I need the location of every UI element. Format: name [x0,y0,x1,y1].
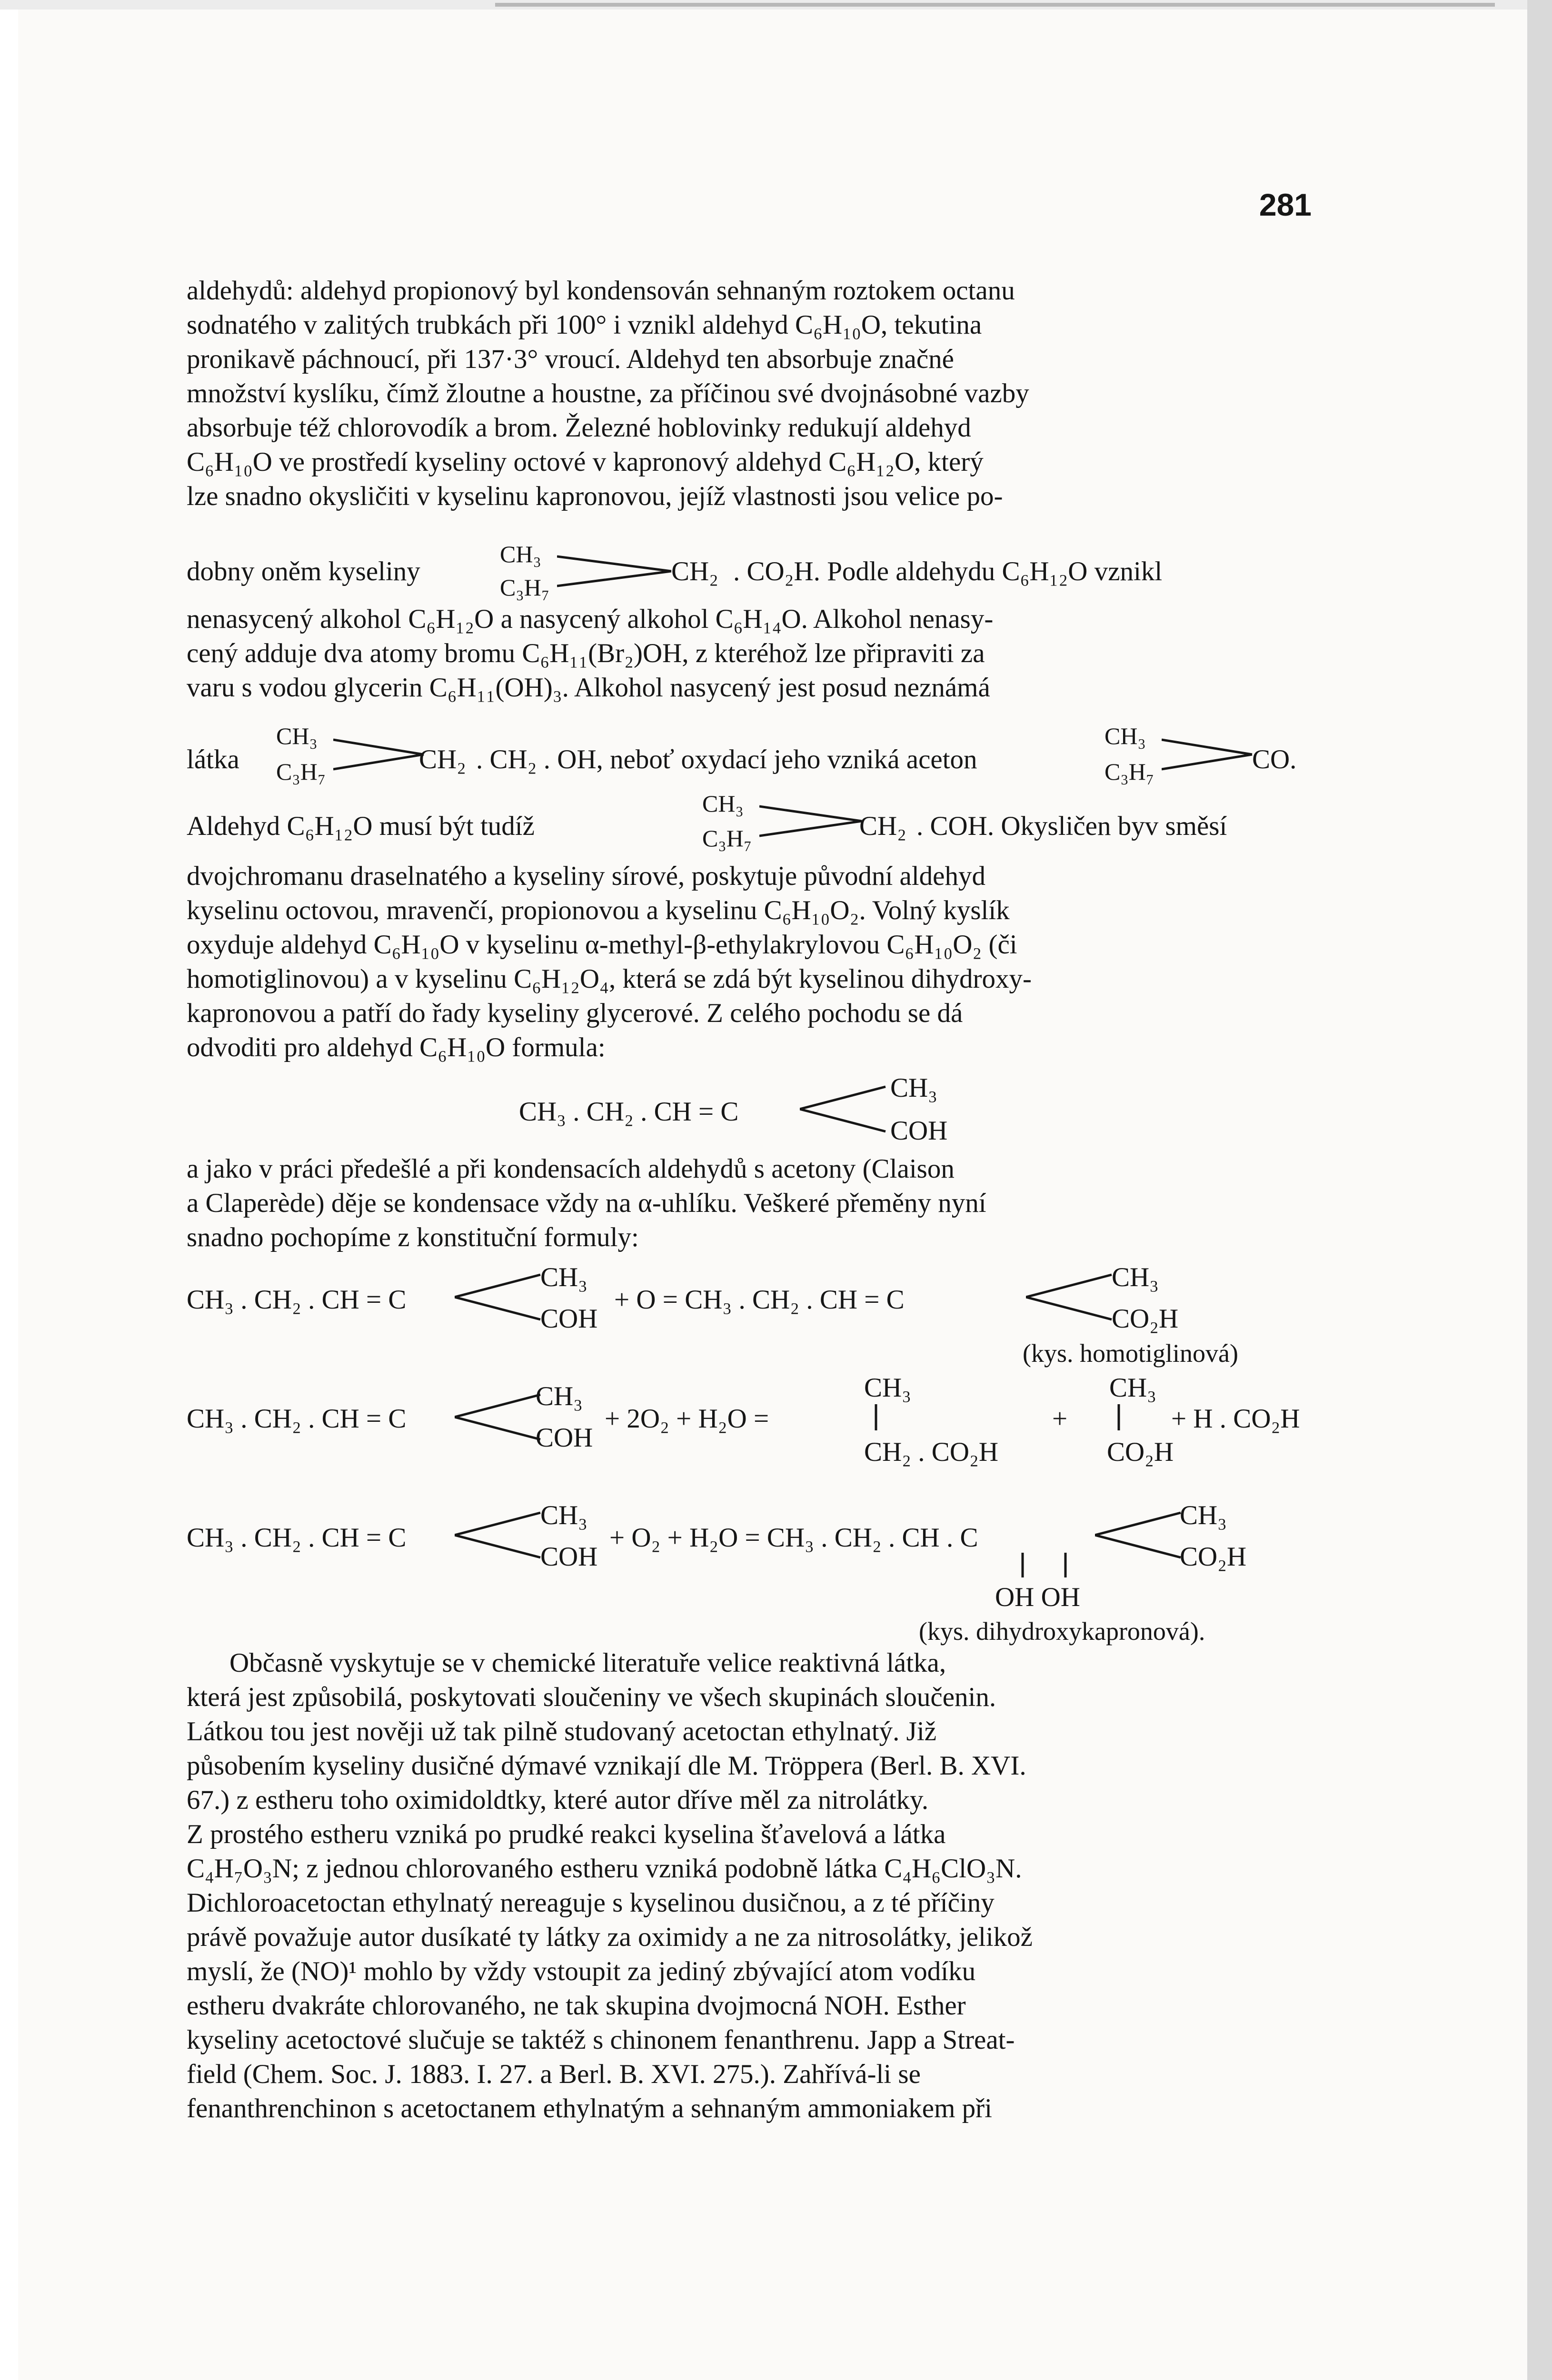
line: lze snadno okysličiti v kyselinu kapronovou, jejíž vlastnosti jsou velice po- [187,481,1003,511]
scan-shadow [495,3,1495,7]
line: sodnatého v zalitých trubkách při 100° i vznikl aldehyd C₆H₁₀O, tekutina [187,310,982,340]
eq3-left-bottom: COH [540,1542,598,1572]
line: homotiglinovou) a v kyselinu C₆H₁₂O₄, která se zdá být kyselinou dihydroxy- [187,964,1032,994]
main-formula: CH₃ . CH₂ . CH = C [519,1097,739,1127]
eq2-product2-bottom: CO₂H [1107,1437,1174,1467]
page-number: 281 [1259,187,1312,222]
line: absorbuje též chlorovodík a brom. Železné hoblovinky redukují aldehyd [187,413,971,443]
eq1-left: CH₃ . CH₂ . CH = C [187,1285,407,1315]
branch-bottom: C₃H₇ [276,758,326,785]
eq3-left-top: CH₃ [540,1500,588,1530]
branch-bottom: C₃H₇ [500,574,550,601]
branch-bond-lines [333,733,428,776]
eq1-right-bottom: CO₂H [1112,1304,1179,1334]
scan-top-edge [0,0,1552,10]
line: dvojchromanu draselnatého a kyseliny sírové, poskytuje původní aldehyd [187,861,985,891]
eq2-product2-top: CH₃ [1109,1373,1157,1403]
line-b-right: . CO₂H. Podle aldehydu C₆H₁₂O vznikl [733,556,1163,586]
text-block-c [187,602,1301,705]
eq2-plus: + [1052,1404,1068,1434]
line-d-mid: . CH₂ . OH, neboť oxydací jeho vzniká aceton [476,744,977,774]
line: Dichloroacetoctan ethylnatý nereaguje s kyselinou dusičnou, a z té příčiny [187,1888,995,1918]
line: cený adduje dva atomy bromu C₆H₁₁(Br₂)OH, z kteréhož lze připraviti za [187,638,985,668]
formula-bond-lines [800,1078,895,1140]
eq2-product1-top: CH₃ [864,1373,912,1403]
eq3-mid: + O₂ + H₂O = CH₃ . CH₂ . CH . C [609,1523,978,1553]
eq1-left-bottom: COH [540,1304,598,1334]
line: působením kyseliny dusičné dýmavé vznikají dle M. Tröppera (Berl. B. XVI. [187,1751,1026,1781]
formula-top: CH₃ [890,1073,938,1103]
text-block-a [187,274,1301,514]
text-block-g [187,1152,1301,1255]
eq3-note: (kys. dihydroxykapronová). [919,1617,1205,1646]
line: C₄H₇O₃N; z jednou chlorovaného estheru vzniká podobně látka C₄H₆ClO₃N. [187,1854,1022,1884]
line-d-right: CO. [1252,744,1297,774]
line: estheru dvakráte chlorovaného, ne tak skupina dvojmocná NOH. Esther [187,1991,966,2021]
line: pronikavě páchnoucí, při 137·3° vroucí. Aldehyd ten absorbuje značné [187,344,954,374]
eq3-hydroxyls: OH OH [995,1582,1080,1612]
line: kapronovou a patří do řady kyseliny glycerové. Z celého pochodu se dá [187,998,963,1028]
line: oxyduje aldehyd C₆H₁₀O v kyselinu α-methyl-β-ethylakrylovou C₆H₁₀O₂ (či [187,930,1017,960]
line: field (Chem. Soc. J. 1883. I. 27. a Berl. B. XVI. 275.). Zahřívá-li se [187,2059,921,2089]
scan-right-edge [1527,0,1552,2380]
line: nenasycený alkohol C₆H₁₂O a nasycený alkohol C₆H₁₄O. Alkohol nenasy- [187,604,994,634]
text-block-f [187,859,1301,1065]
line: která jest způsobilá, poskytovati sloučeniny ve všech skupinách sloučenin. [187,1682,996,1712]
line: aldehydů: aldehyd propionový byl kondensován sehnaným roztokem octanu [187,276,1015,306]
line: C₆H₁₀O ve prostředí kyseliny octové v kapronový aldehyd C₆H₁₂O, který [187,447,984,477]
branch-bottom: C₃H₇ [1104,758,1154,785]
line-b-left: dobny oněm kyseliny [187,556,420,586]
eq3-right-bottom: CO₂H [1180,1542,1247,1572]
eq2-left: CH₃ . CH₂ . CH = C [187,1404,407,1434]
line: Látkou tou jest nověji už tak pilně studovaný acetoctan ethylnatý. Již [187,1716,936,1746]
branch-tail: CH₂ [859,811,907,841]
line-d-left: látka [187,744,239,774]
vertical-bond [1114,1404,1124,1433]
line: snadno pochopíme z konstituční formuly: [187,1222,639,1252]
eq2-tail: + H . CO₂H [1171,1404,1300,1434]
line: varu s vodou glycerin C₆H₁₁(OH)₃. Alkohol nasycený jest posud neznámá [187,673,990,703]
eq1-mid: + O = CH₃ . CH₂ . CH = C [614,1285,905,1315]
branch-tail: CH₂ [671,556,719,586]
line: právě považuje autor dusíkaté ty látky za oximidy a ne za nitrosolátky, jelikož [187,1922,1033,1952]
line-e-right: . COH. Okysličen byv směsí [916,811,1227,841]
eq3-bond-lines [455,1504,550,1566]
line: a jako v práci předešlé a při kondensacích aldehydů s acetony (Claison [187,1154,955,1184]
eq1-bond-lines [455,1266,550,1328]
vertical-bonds [1014,1553,1076,1581]
branch-bond-lines [557,550,676,593]
line: 67.) z estheru toho oximidoldtky, které autor dříve měl za nitrolátky. [187,1785,929,1815]
line: fenanthrenchinon s acetoctanem ethylnatým a sehnaným ammoniakem při [187,2093,992,2123]
line: odvoditi pro aldehyd C₆H₁₀O formula: [187,1032,606,1062]
branch-top: CH₃ [500,541,541,567]
line: množství kyslíku, čímž žloutne a houstne, za příčinou své dvojnásobné vazby [187,378,1029,408]
eq1-left-top: CH₃ [540,1262,588,1292]
line: myslí, že (NO)¹ mohlo by vždy vstoupit za jediný zbývající atom vodíku [187,1956,976,1986]
eq2-mid: + 2O₂ + H₂O = [605,1404,769,1434]
eq2-left-bottom: COH [536,1423,593,1453]
vertical-bond [871,1404,881,1433]
branch-tail: CH₂ [419,744,467,774]
eq1-bond-lines [1026,1266,1121,1328]
line: a Claperède) děje se kondensace vždy na α-uhlíku. Veškeré přeměny nyní [187,1188,986,1218]
eq3-bond-lines [1095,1504,1190,1566]
branch-bond-lines [759,800,869,843]
eq2-left-top: CH₃ [536,1381,583,1411]
line: kyselinu octovou, mravenčí, propionovou a kyselinu C₆H₁₀O₂. Volný kyslík [187,895,1010,925]
line-e-left: Aldehyd C₆H₁₂O musí být tudíž [187,811,535,841]
branch-top: CH₃ [276,723,318,749]
paragraph-2 [187,1646,1301,2126]
eq3-left: CH₃ . CH₂ . CH = C [187,1523,407,1553]
eq1-right-top: CH₃ [1112,1262,1159,1292]
line: kyseliny acetoctové slučuje se taktéž s chinonem fenanthrenu. Japp a Streat- [187,2025,1015,2055]
eq2-product1-bottom: CH₂ . CO₂H [864,1437,999,1467]
line: Z prostého estheru vzniká po prudké reakci kyselina šťavelová a látka [187,1819,946,1849]
formula-bottom: COH [890,1116,948,1146]
branch-top: CH₃ [1104,723,1146,749]
branch-bottom: C₃H₇ [702,825,752,852]
branch-top: CH₃ [702,790,744,817]
branch-bond-lines [1162,733,1257,776]
line: Občasně vyskytuje se v chemické literatuře velice reaktivná látka, [229,1648,946,1678]
eq1-note: (kys. homotiglinová) [1023,1339,1238,1368]
eq3-right-top: CH₃ [1180,1500,1227,1530]
